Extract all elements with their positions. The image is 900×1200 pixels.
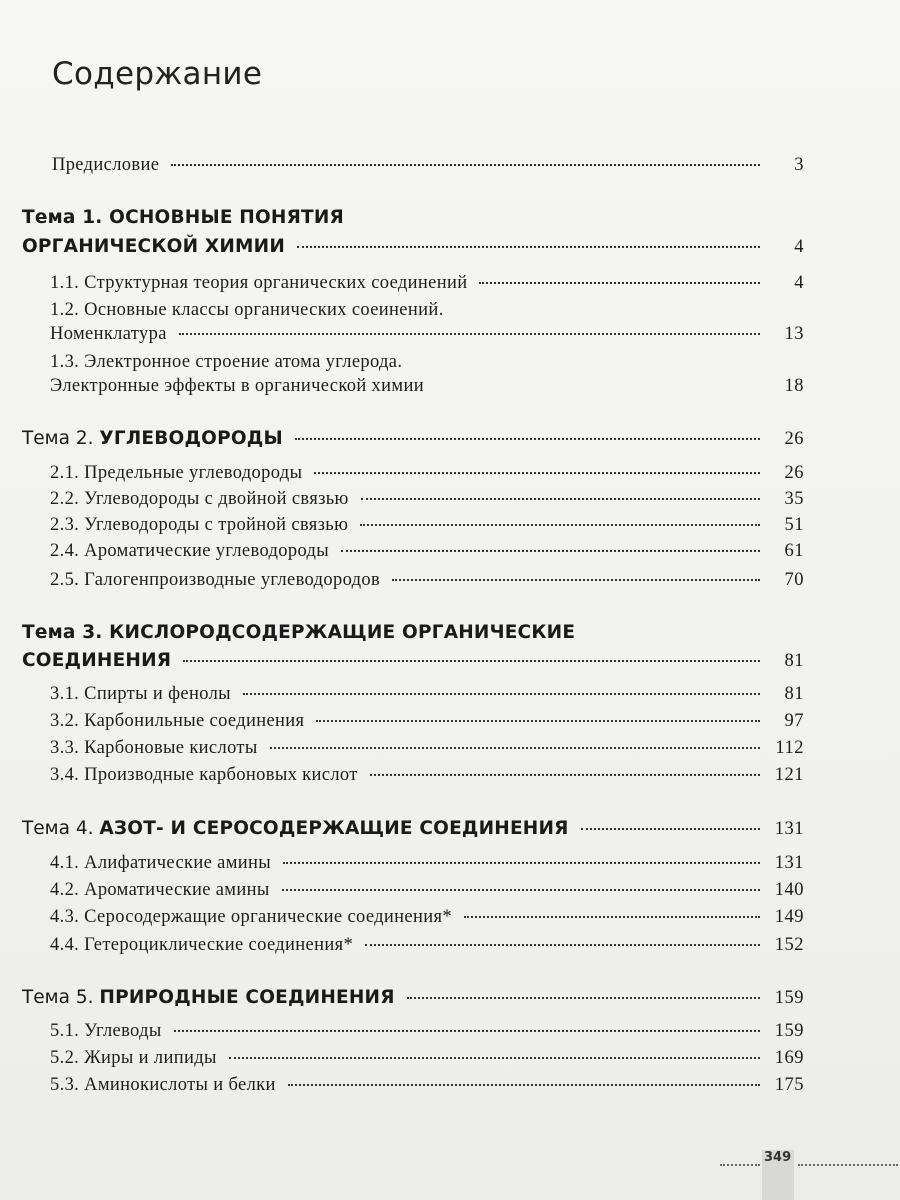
toc-entry-label: 4.2. Ароматические амины [50, 880, 270, 900]
dot-leader [365, 944, 760, 946]
dot-leader [171, 164, 760, 166]
toc-entry-label: 2.4. Ароматические углеводороды [50, 541, 330, 561]
toc-entry-1-2-line1[interactable] [50, 300, 444, 321]
dot-leader [183, 660, 760, 662]
toc-entry-1-3[interactable] [50, 376, 804, 397]
toc-entry-4-2[interactable] [50, 880, 804, 901]
topic-3-heading-line1[interactable]: Тема 3. КИСЛОРОДСОДЕРЖАЩИЕ ОРГАНИЧЕСКИЕ [22, 622, 576, 643]
toc-entry-label: 3.3. Карбоновые кислоты [50, 738, 258, 758]
toc-page-number: 26 [784, 463, 804, 483]
toc-entry-label: 5.1. Углеводы [50, 1021, 162, 1041]
toc-page-number: 140 [774, 880, 804, 900]
dot-leader [360, 524, 760, 526]
toc-page-number: 159 [774, 1021, 804, 1041]
topic-heading-label: ОРГАНИЧЕСКОЙ ХИМИИ [22, 236, 286, 257]
dot-leader [479, 282, 760, 284]
toc-entry-label: 2.2. Углеводороды с двойной связью [50, 489, 349, 509]
toc-entry-label: Предисловие [52, 155, 160, 175]
dot-leader [316, 720, 760, 722]
toc-entry-label: 2.3. Углеводороды с тройной связью [50, 515, 349, 535]
toc-entry-4-4[interactable] [50, 935, 804, 956]
toc-page-number: 13 [784, 324, 804, 344]
toc-page-number: 81 [784, 651, 804, 671]
toc-page-number: 112 [775, 738, 804, 758]
toc-entry-label: 5.3. Аминокислоты и белки [50, 1075, 276, 1095]
page-footer [720, 1150, 900, 1200]
toc-entry-3-4[interactable] [50, 765, 804, 786]
topic-1-heading[interactable] [22, 236, 804, 258]
toc-page-number: 4 [794, 237, 804, 257]
topic-heading-label: АЗОТ- И СЕРОСОДЕРЖАЩИЕ СОЕДИНЕНИЯ [99, 818, 569, 839]
toc-entry-label: 5.2. Жиры и липиды [50, 1048, 217, 1068]
toc-page-number: 131 [774, 853, 804, 873]
toc-page-number: 51 [784, 515, 804, 535]
dot-leader [295, 438, 760, 440]
toc-entry-5-1[interactable] [50, 1021, 804, 1042]
toc-page-number: 169 [774, 1048, 804, 1068]
toc-page-number: 35 [784, 489, 804, 509]
toc-entry-1-2[interactable] [50, 324, 804, 345]
toc-page-number: 97 [784, 711, 804, 731]
topic-5-heading[interactable]: Тема 5. ПРИРОДНЫЕ СОЕДИНЕНИЯ 159 [22, 987, 804, 1008]
page-title: Содержание [52, 56, 263, 92]
footer-page-number: 349 [764, 1150, 792, 1165]
dot-leader [229, 1057, 760, 1059]
dot-leader [436, 385, 760, 387]
toc-entry-label: 2.5. Галогенпроизводные углеводородов [50, 570, 381, 590]
topic-2-heading[interactable]: Тема 2. УГЛЕВОДОРОДЫ 26 [22, 428, 804, 449]
toc-entry-preface[interactable] [52, 155, 804, 176]
dot-leader [581, 828, 760, 830]
toc-entry-label: 1.3. Электронное строение атома углерода. [50, 352, 403, 372]
toc-page-number: 175 [774, 1075, 804, 1095]
dot-leader [270, 747, 760, 749]
dot-leader [283, 862, 760, 864]
footer-dot-rule-right [798, 1164, 898, 1166]
toc-entry-label: 2.1. Предельные углеводороды [50, 463, 303, 483]
toc-page-number: 152 [774, 935, 804, 955]
toc-entry-label: 4.1. Алифатические амины [50, 853, 272, 873]
toc-entry-4-1[interactable] [50, 853, 804, 874]
toc-entry-label: 3.1. Спирты и фенолы [50, 684, 231, 704]
toc-entry-2-1[interactable] [50, 463, 804, 484]
toc-page-number: 81 [784, 684, 804, 704]
toc-page-number: 70 [784, 570, 804, 590]
dot-leader [392, 579, 760, 581]
toc-page-number: 26 [784, 429, 804, 449]
toc-page-number: 149 [774, 907, 804, 927]
toc-page-number: 3 [794, 155, 804, 175]
toc-page-number: 61 [784, 541, 804, 561]
toc-entry-label: 1.2. Основные классы органических соеинений. [50, 300, 444, 320]
toc-entry-2-3[interactable] [50, 515, 804, 536]
dot-leader [288, 1084, 760, 1086]
dot-leader [370, 774, 760, 776]
dot-leader [314, 472, 760, 474]
toc-entry-label: 4.3. Серосодержащие органические соединения* [50, 907, 452, 927]
toc-entry-label: 1.1. Структурная теория органических соединений [50, 273, 468, 293]
topic-heading-label: СОЕДИНЕНИЯ [22, 650, 172, 671]
toc-entry-5-2[interactable] [50, 1048, 804, 1069]
footer-dot-rule-left [720, 1164, 760, 1166]
toc-entry-3-3[interactable] [50, 738, 804, 759]
dot-leader [174, 1030, 760, 1032]
dot-leader [361, 498, 760, 500]
toc-entry-4-3[interactable] [50, 907, 804, 928]
topic-heading-label: ПРИРОДНЫЕ СОЕДИНЕНИЯ [99, 987, 395, 1008]
toc-entry-1-3-line1[interactable] [50, 352, 402, 373]
toc-entry-label: 3.2. Карбонильные соединения [50, 711, 305, 731]
toc-entry-label: 4.4. Гетероциклические соединения* [50, 935, 354, 955]
toc-page-number: 159 [774, 988, 804, 1008]
toc-entry-2-4[interactable] [50, 541, 804, 562]
topic-heading-label: УГЛЕВОДОРОДЫ [99, 428, 283, 449]
toc-entry-3-2[interactable] [50, 711, 804, 732]
toc-entry-3-1[interactable] [50, 684, 804, 705]
toc-entry-5-3[interactable] [50, 1075, 804, 1096]
toc-entry-label: Номенклатура [50, 324, 167, 344]
dot-leader [297, 246, 760, 248]
toc-entry-label: 3.4. Производные карбоновых кислот [50, 765, 358, 785]
toc-entry-2-5[interactable] [50, 570, 804, 591]
dot-leader [407, 997, 760, 999]
topic-1-heading-line1[interactable]: Тема 1. ОСНОВНЫЕ ПОНЯТИЯ [22, 207, 344, 228]
topic-4-heading[interactable]: Тема 4. АЗОТ- И СЕРОСОДЕРЖАЩИЕ СОЕДИНЕНИЯ 131 [22, 818, 804, 839]
dot-leader [341, 550, 760, 552]
toc-page-number: 18 [784, 376, 804, 396]
dot-leader [243, 693, 760, 695]
toc-page-number: 4 [794, 273, 804, 293]
toc-entry-2-2[interactable] [50, 489, 804, 510]
topic-3-heading[interactable] [22, 650, 804, 672]
dot-leader [179, 333, 760, 335]
toc-page-number: 121 [774, 765, 804, 785]
toc-entry-label: Электронные эффекты в органической химии [50, 376, 424, 396]
toc-page-number: 131 [774, 819, 804, 839]
dot-leader [464, 916, 760, 918]
toc-entry-1-1[interactable] [50, 273, 804, 294]
dot-leader [282, 889, 760, 891]
